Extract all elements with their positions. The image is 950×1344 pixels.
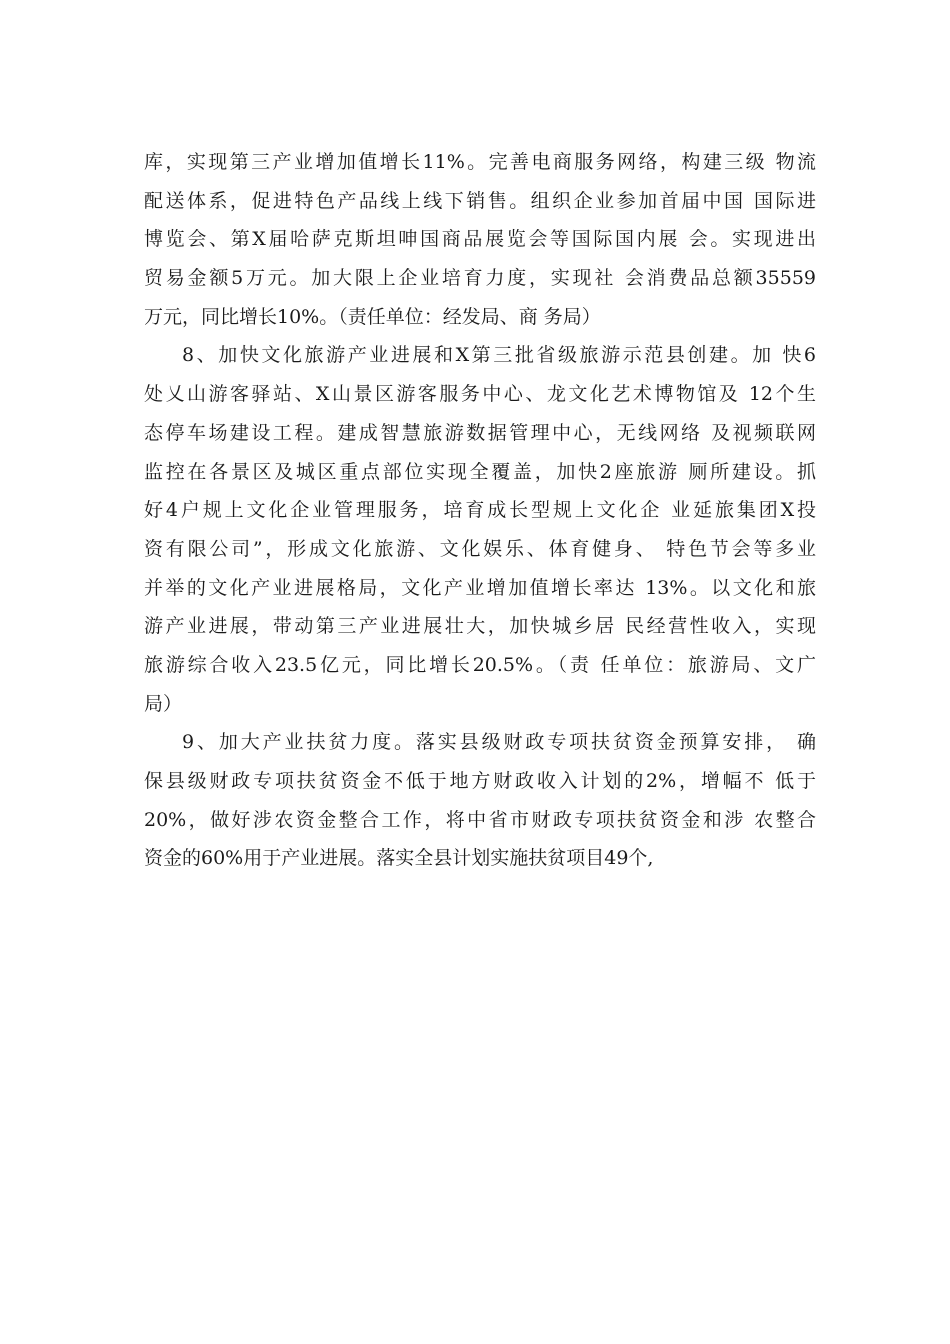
text-line: 态停车场建设工程。建成智慧旅游数据管理中心，无线网络 及视频联网 xyxy=(144,421,816,444)
text-line: 局） xyxy=(144,692,183,715)
text-line: 库，实现第三产业增加值增长11%。完善电商服务网络，构建三级 物流 xyxy=(144,151,816,173)
text-line: 处乂山游客驿站、X山景区游客服务中心、龙文化艺术博物馆及 12个生 xyxy=(144,383,816,406)
text-line: 8、加快文化旅游产业进展和X第三批省级旅游示范县创建。加 快6 xyxy=(182,344,816,367)
text-line: 旅游综合收入23.5亿元，同比增长20.5%。（责 任单位：旅游局、文广 xyxy=(144,653,816,676)
text-line: 资金的60%用于产业进展。落实全县计划实施扶贫项目49个, xyxy=(144,847,654,870)
paragraph-item-8 xyxy=(144,336,816,723)
text-line: 保县级财政专项扶贫资金不低于地方财政收入计划的2%，增幅不 低于 xyxy=(144,770,816,792)
text-line: 配送体系，促进特色产品线上线下销售。组织企业参加首届中国 国际进 xyxy=(144,189,816,212)
paragraph-item-9 xyxy=(144,723,816,878)
text-line: 9、加大产业扶贫力度。落实县级财政专项扶贫资金预算安排， 确 xyxy=(182,731,816,754)
text-line: 资有限公司”，形成文化旅游、文化娱乐、体育健身、 特色节会等多业 xyxy=(144,537,816,560)
text-line: 博览会、第X届哈萨克斯坦呻国商品展览会等国际国内展 会。实现进出 xyxy=(144,228,816,251)
text-line: 贸易金额5万元。加大限上企业培育力度，实现社 会消费品总额35559 xyxy=(144,267,816,290)
text-line: 万元，同比增长10%。（责任单位：经发局、商 务局） xyxy=(144,305,601,328)
paragraph-continuation xyxy=(144,143,816,336)
text-line: 监控在各景区及城区重点部位实现全覆盖，加快2座旅游 厕所建设。抓 xyxy=(144,460,816,483)
text-line: 游产业进展，带动第三产业进展壮大，加快城乡居 民经营性收入，实现 xyxy=(144,615,816,638)
document-body xyxy=(144,143,816,878)
text-line: 并举的文化产业进展格局，文化产业增加值增长率达 13%。以文化和旅 xyxy=(144,576,816,599)
text-line: 好4户规上文化企业管理服务，培育成长型规上文化企 业延旅集团X投 xyxy=(144,499,816,522)
text-line: 20%，做好涉农资金整合工作，将中省市财政专项扶贫资金和涉 农整合 xyxy=(144,808,816,831)
